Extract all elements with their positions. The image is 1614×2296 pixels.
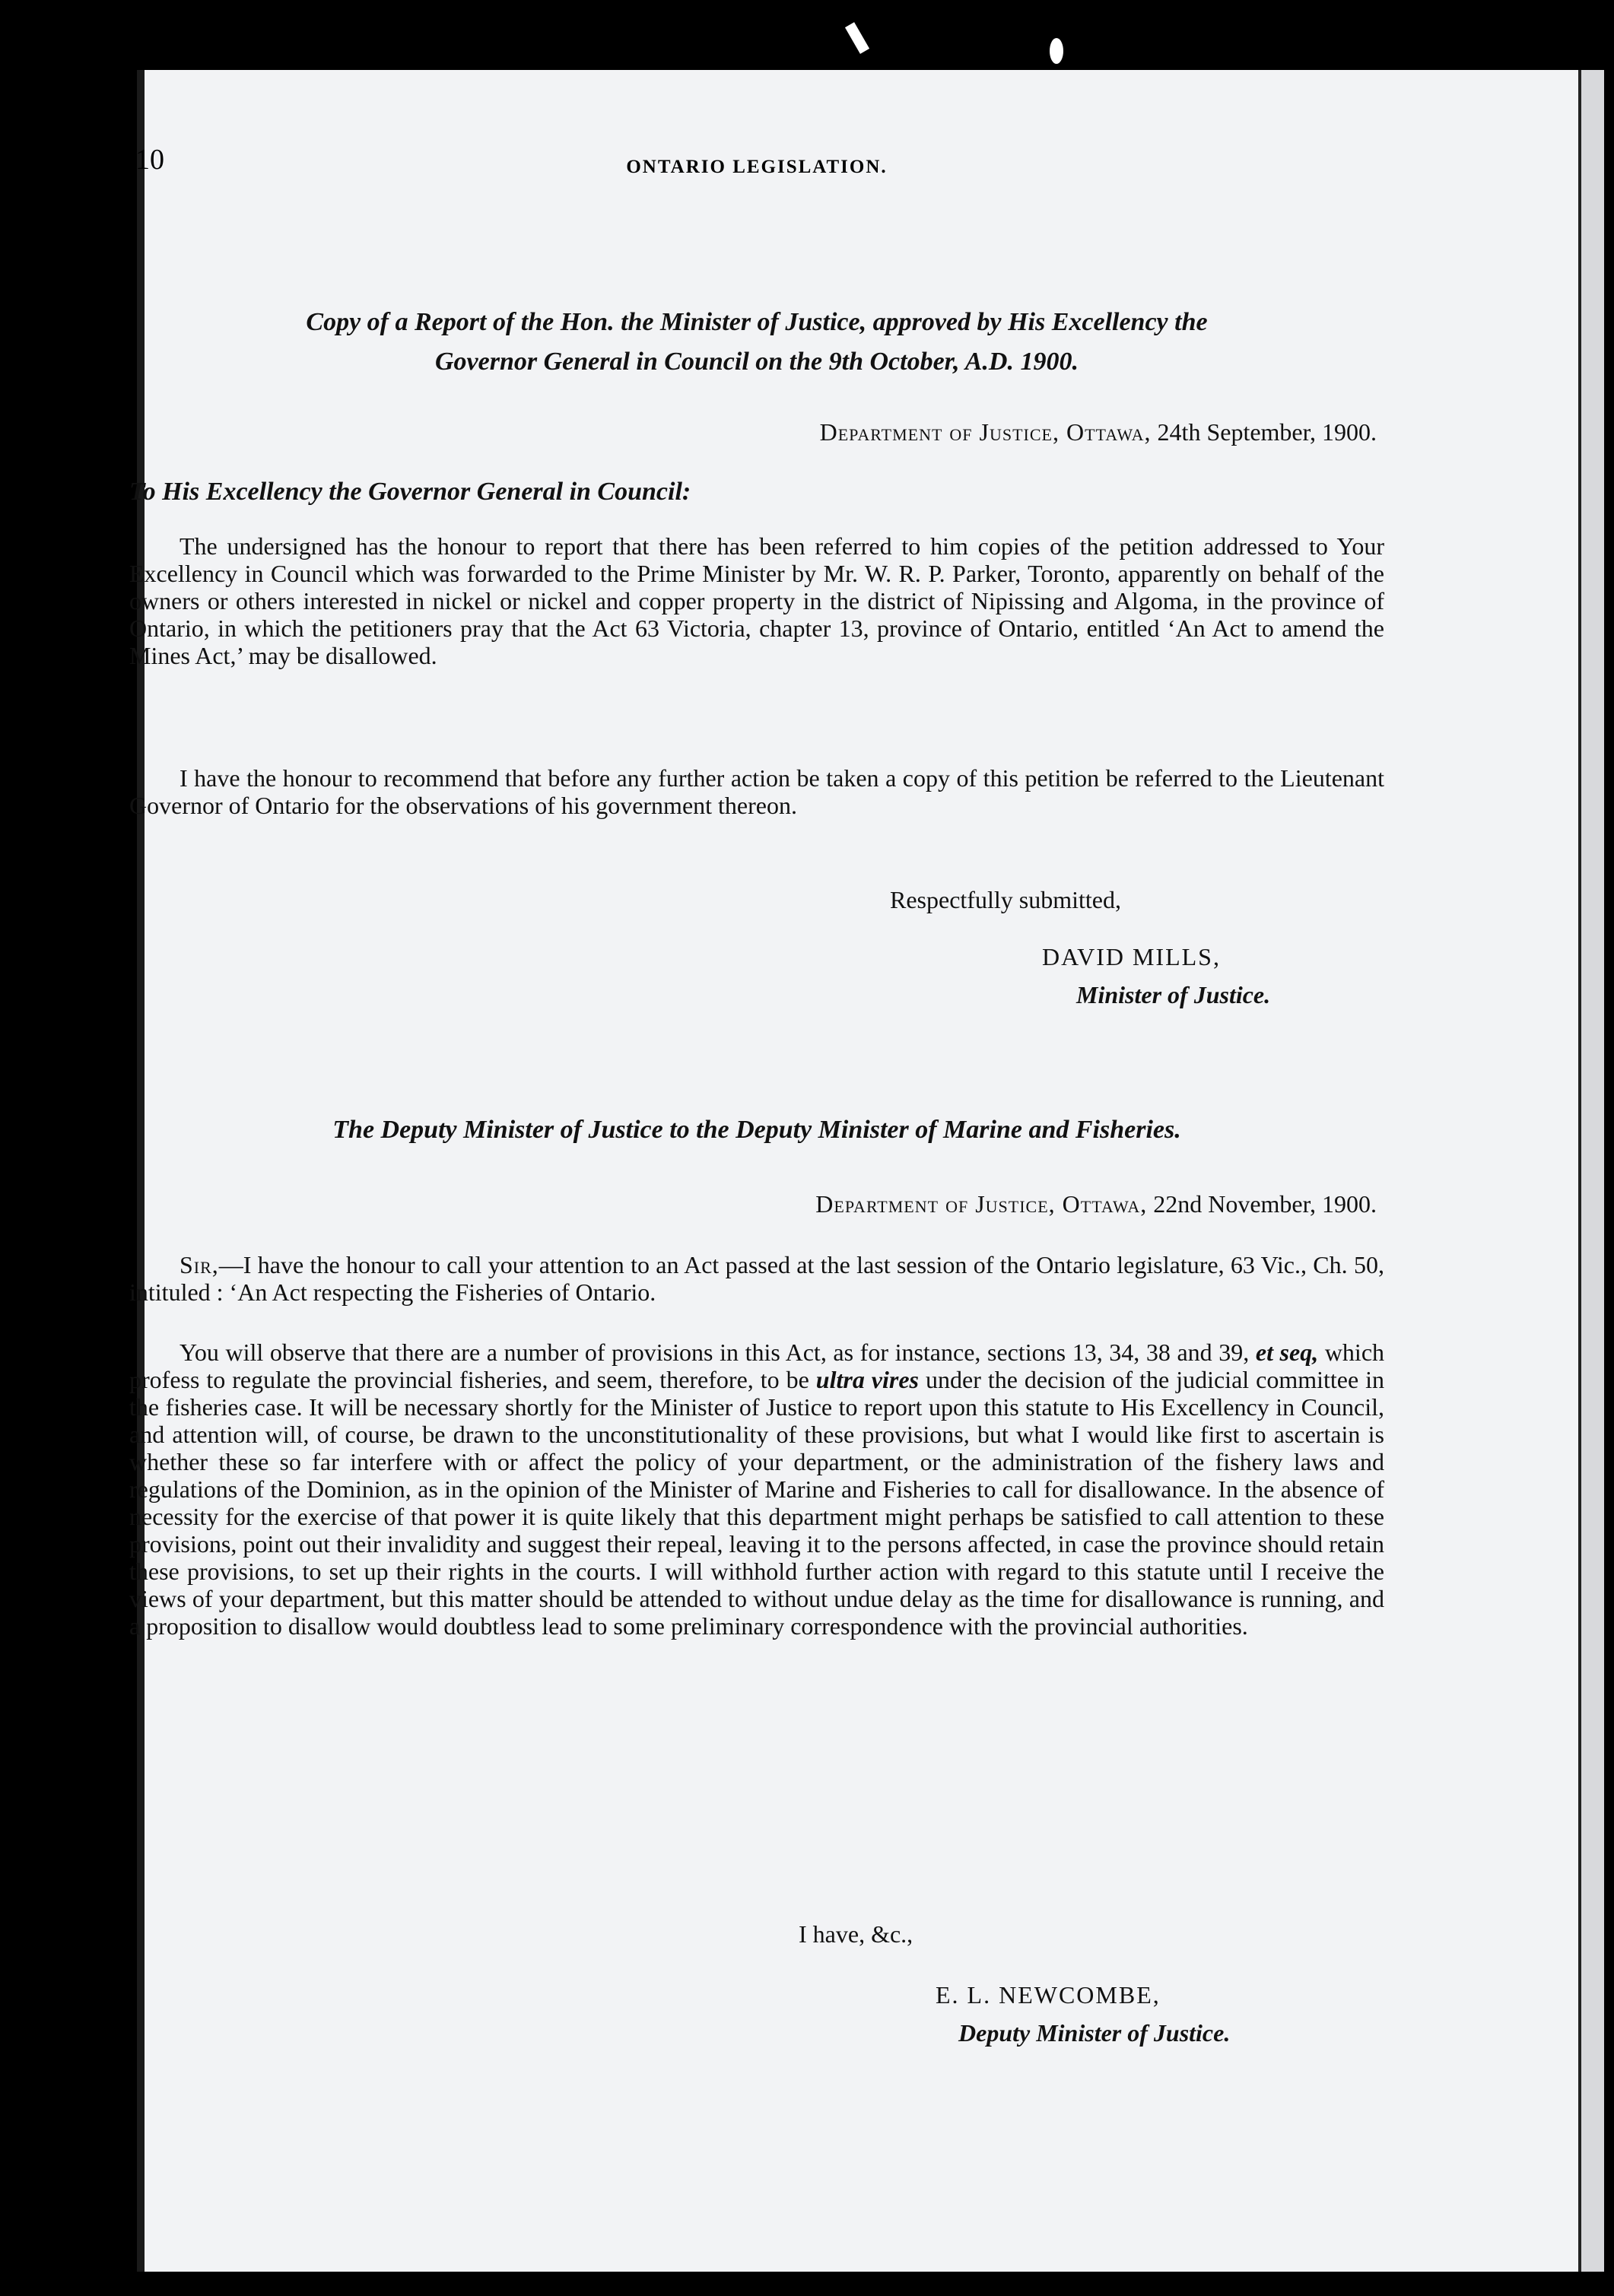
signatory-name: DAVID MILLS,	[1042, 943, 1221, 970]
dateline-dept: Department of Justice, Ottawa,	[815, 1190, 1148, 1218]
signatory-name: E. L. NEWCOMBE,	[936, 1981, 1161, 2009]
report-dateline	[820, 418, 1377, 446]
salutation-sir: Sir,	[180, 1251, 219, 1278]
report-paragraph-1: The undersigned has the honour to report that there has been referred to him copies of the petition addressed to Your Excellency in Council which was forwarded to the Prime Minister by Mr. W. R. P. Parker, Toronto, apparently on behalf of the owners or others interested in nickel or nickel and copper property in the district of Nipissing and Algoma, in the province of Ontario, in which the petitioners pray that the Act 63 Victoria, chapter 13, province of Ontario, entitled ‘An Act to amend the Mines Act,’ may be disallowed.	[129, 532, 1384, 669]
running-head: ONTARIO LEGISLATION.	[626, 157, 888, 177]
facing-page-edge	[1578, 70, 1604, 2272]
dateline-date: 22nd November, 1900.	[1153, 1190, 1377, 1218]
report-paragraph-2: I have the honour to recommend that before any further action be taken a copy of this petition be referred to the Lieutenant Governor of Ontario for the observations of his government thereon.	[129, 764, 1384, 819]
dateline-dept: Department of Justice, Ottawa,	[819, 418, 1152, 446]
paragraph-text: under the decision of the judicial committee in the fisheries case. It will be necessary shortly for the Minister of Justice to report upon this statute to His Excellency in Council, and attention will, of course, be drawn to the unconstitutionality of these provisions, but what I would like first to ascertain is whether these so far interfere with or affect the policy of your department, or the administration of the fishery laws and regulations of the Dominion, as in the opinion of the Minister of Marine and Fisheries to call for disallowance. In the absence of necessity for the exercise of that power it is quite likely that this department might perhaps be satisfied to call attention to these provisions, point out their invalidity and suggest their repeal, leaving it to the persons affected, in case the province should retain these provisions, to set up their rights in the courts. I will withhold further action with regard to this statute until I receive the views of your department, but this matter should be attended to without undue delay as the time for disallowance is running, and a proposition to disallow would doubtless lead to some preliminary correspondence with the provincial authorities.	[129, 1366, 1385, 1640]
dateline-date: 24th September, 1900.	[1157, 418, 1377, 446]
salutation: To His Excellency the Governor General in Council:	[129, 478, 691, 506]
letter-paragraph-1-text: —I have the honour to call your attention to an Act passed at the last session of the Ontario legislature, 63 Vic., Ch. 50, intituled : ‘An Act respecting the Fisheries of Ontario.	[129, 1251, 1384, 1306]
paragraph-text: which profess to regulate the provincial fisheries, and seem, therefore, to be	[129, 1339, 1385, 1393]
closing: I have, &c.,	[799, 1920, 913, 1948]
letter-title: The Deputy Minister of Justice to the Deputy Minister of Marine and Fisheries.	[332, 1116, 1181, 1144]
report-title-line2: Governor General in Council on the 9th October, A.D. 1900.	[435, 348, 1079, 376]
latin-phrase: ultra vires	[815, 1366, 920, 1393]
closing: Respectfully submitted,	[890, 886, 1121, 913]
letter-paragraph-1	[129, 1251, 1384, 1306]
signatory-title: Deputy Minister of Justice.	[958, 2019, 1231, 2047]
signatory-title: Minister of Justice.	[1076, 981, 1271, 1008]
page-header	[129, 143, 1384, 204]
latin-phrase: et seq,	[1255, 1339, 1319, 1366]
scan-artifact	[1050, 38, 1063, 64]
paragraph-text: You will observe that there are a number of provisions in this Act, as for instance, sections 13, 34, 38 and 39,	[180, 1339, 1250, 1366]
page-number: 10	[135, 144, 164, 176]
scan-artifact	[845, 22, 869, 54]
report-title-line1: Copy of a Report of the Hon. the Minister of Justice, approved by His Excellency the	[306, 308, 1208, 336]
letter-dateline	[815, 1190, 1377, 1218]
letter-paragraph-2	[129, 1339, 1384, 1640]
